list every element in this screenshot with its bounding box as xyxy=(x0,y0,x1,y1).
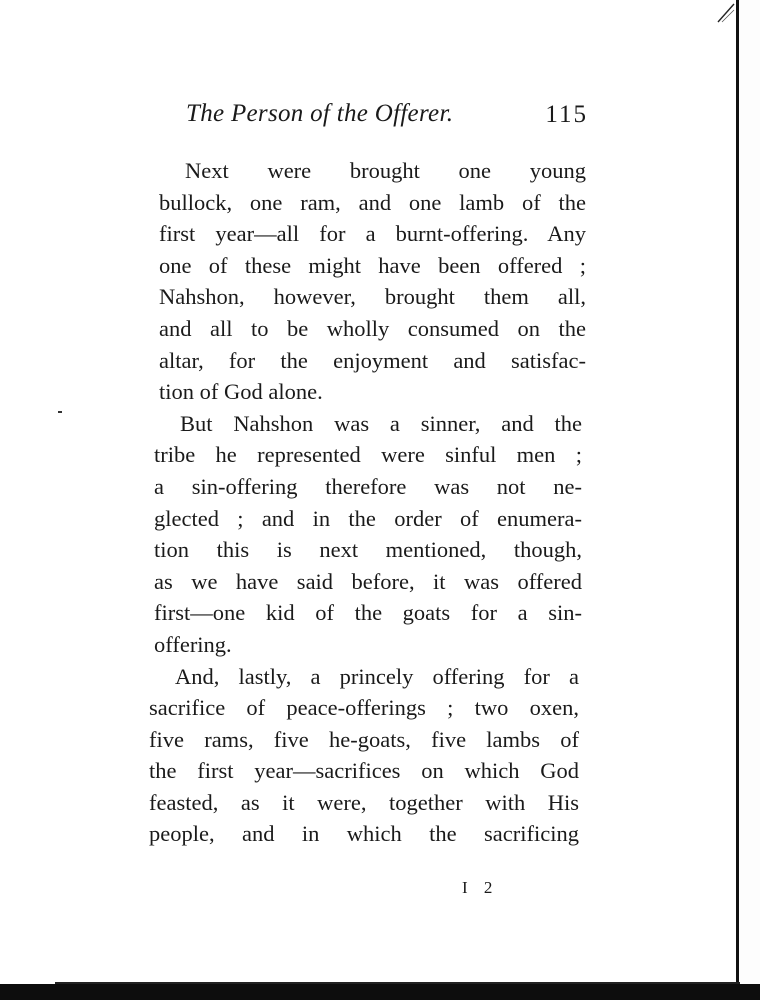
text-line: But Nahshon was a sinner, and the xyxy=(180,410,582,436)
text-line: tion this is next mentioned, though, xyxy=(154,537,582,563)
text-line: And, lastly, a princely offering for a xyxy=(175,663,579,689)
page-header xyxy=(186,100,588,136)
page-number: 115 xyxy=(545,101,588,128)
running-title: The Person of the Offerer. xyxy=(186,100,454,127)
text-line: sacrifice of peace-offerings ; two oxen, xyxy=(149,695,579,721)
text-line: feasted, as it were, together with His xyxy=(149,789,579,815)
text-line: as we have said before, it was offered xyxy=(154,568,582,594)
page-edge-margin xyxy=(739,0,760,1000)
text-line: glected ; and in the order of enumera- xyxy=(154,505,582,531)
text-line: tion of God alone. xyxy=(159,379,323,405)
text-line: Nahshon, however, brought them all, xyxy=(159,284,586,310)
body-text xyxy=(149,155,586,850)
text-line: people, and in which the sacrificing xyxy=(149,821,579,847)
text-line: and all to be wholly consumed on the xyxy=(159,315,586,341)
corner-fold-mark xyxy=(716,2,736,24)
text-line: five rams, five he-goats, five lambs of xyxy=(149,726,579,752)
text-line: one of these might have been offered ; xyxy=(159,252,586,278)
text-line: altar, for the enjoyment and satisfac- xyxy=(159,347,586,373)
text-line: Next were brought one young xyxy=(185,158,586,183)
signature-mark: I 2 xyxy=(462,878,499,897)
text-line: first year—all for a burnt-offering. Any xyxy=(159,221,586,247)
text-line: the first year—sacrifices on which God xyxy=(149,758,579,784)
text-line: a sin-offering therefore was not ne- xyxy=(154,473,582,499)
text-line: tribe he represented were sinful men ; xyxy=(154,442,582,468)
scan-bottom-edge xyxy=(0,984,760,1000)
stray-ink-mark xyxy=(58,411,62,413)
text-line: first—one kid of the goats for a sin- xyxy=(154,600,582,626)
text-line: offering. xyxy=(154,631,232,657)
page-right-border xyxy=(736,0,739,990)
text-line: bullock, one ram, and one lamb of the xyxy=(159,189,586,215)
